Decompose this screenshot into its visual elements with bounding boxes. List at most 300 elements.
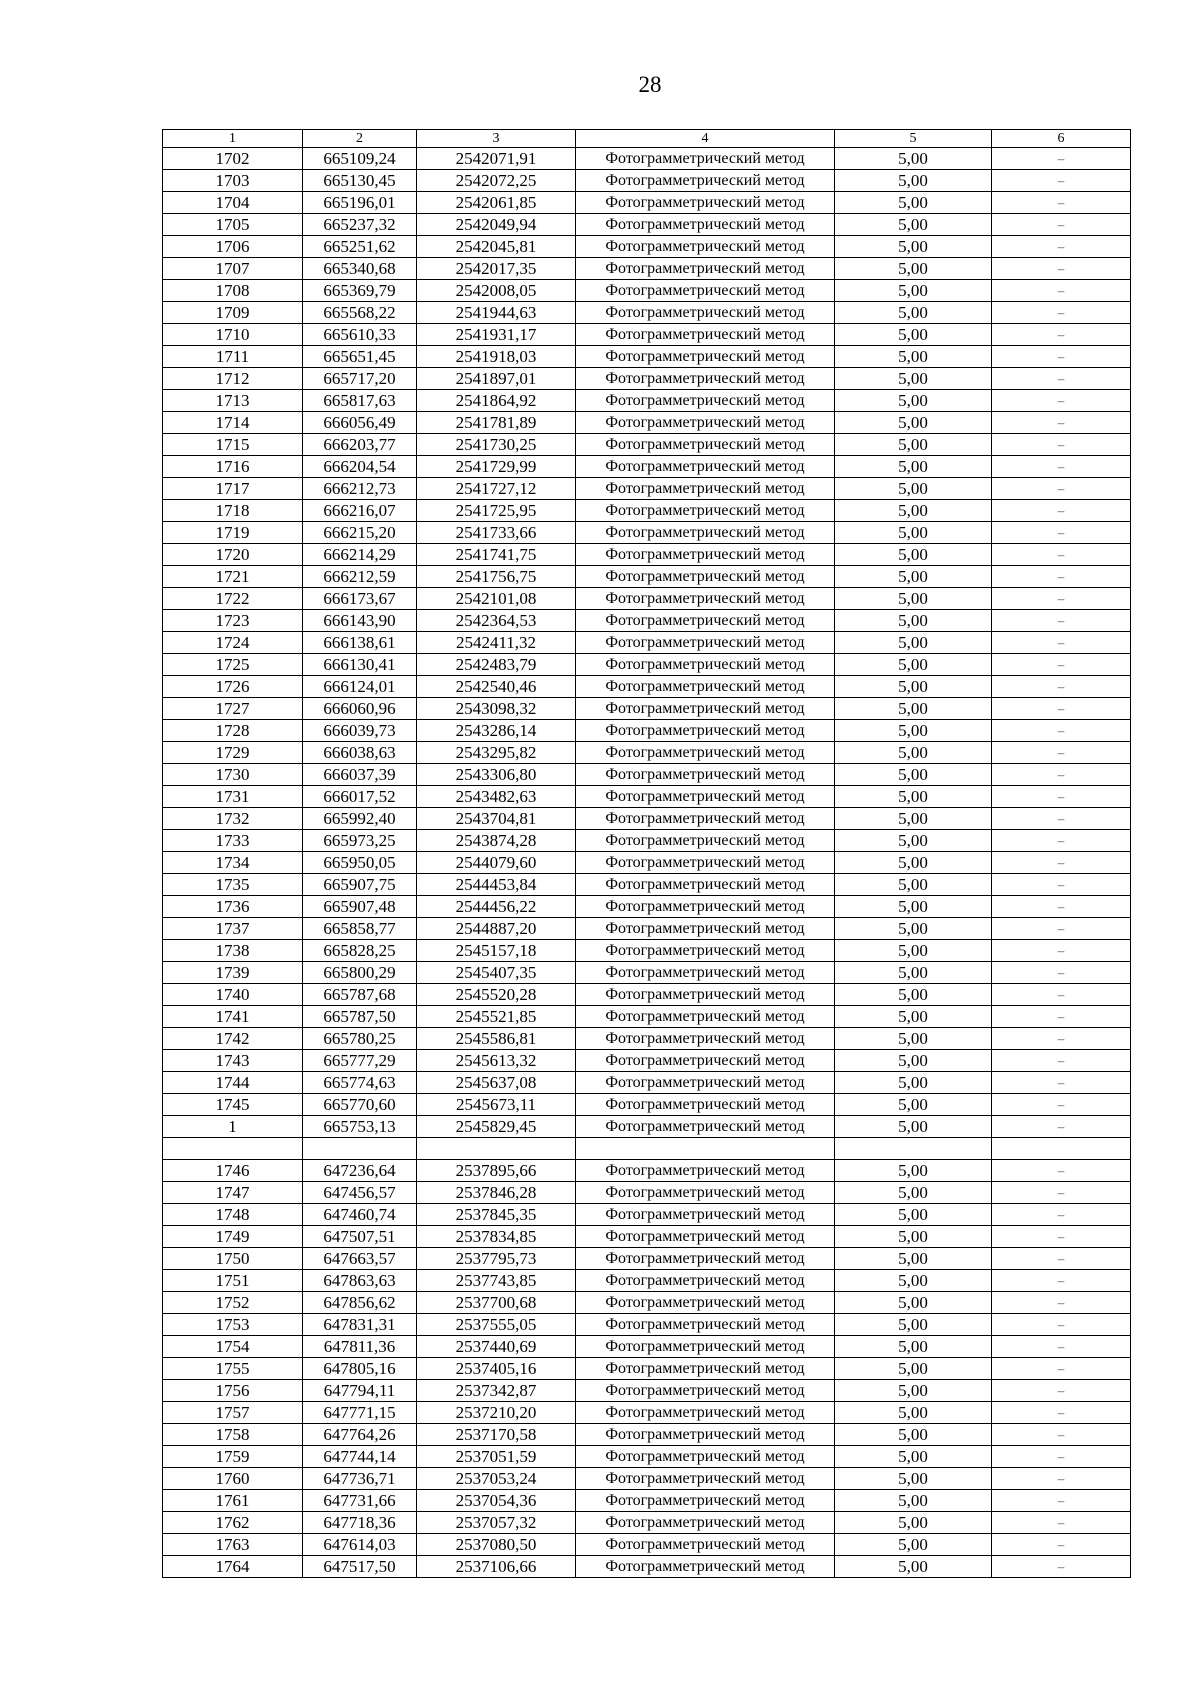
x-coordinate-cell: 647456,57 bbox=[303, 1182, 417, 1204]
point-number-cell: 1713 bbox=[163, 390, 303, 412]
point-number-cell: 1722 bbox=[163, 588, 303, 610]
accuracy-cell: 5,00 bbox=[835, 346, 992, 368]
point-number-cell: 1735 bbox=[163, 874, 303, 896]
table-row bbox=[163, 1094, 1131, 1116]
table-row bbox=[163, 522, 1131, 544]
x-coordinate-cell: 666203,77 bbox=[303, 434, 417, 456]
note-cell: – bbox=[992, 962, 1131, 984]
point-number-cell: 1756 bbox=[163, 1380, 303, 1402]
y-coordinate-cell: 2543286,14 bbox=[417, 720, 576, 742]
table-row bbox=[163, 500, 1131, 522]
x-coordinate-cell: 665369,79 bbox=[303, 280, 417, 302]
accuracy-cell: 5,00 bbox=[835, 962, 992, 984]
x-coordinate-cell: 666056,49 bbox=[303, 412, 417, 434]
x-coordinate-cell: 647856,62 bbox=[303, 1292, 417, 1314]
y-coordinate-cell: 2541727,12 bbox=[417, 478, 576, 500]
y-coordinate-cell: 2541897,01 bbox=[417, 368, 576, 390]
method-cell: Фотограмметрический метод bbox=[576, 1182, 835, 1204]
point-number-cell: 1712 bbox=[163, 368, 303, 390]
column-header: 6 bbox=[992, 130, 1131, 148]
accuracy-cell bbox=[835, 1138, 992, 1160]
y-coordinate-cell: 2537053,24 bbox=[417, 1468, 576, 1490]
note-cell: – bbox=[992, 522, 1131, 544]
x-coordinate-cell: 665787,50 bbox=[303, 1006, 417, 1028]
x-coordinate-cell: 666060,96 bbox=[303, 698, 417, 720]
point-number-cell: 1721 bbox=[163, 566, 303, 588]
method-cell: Фотограмметрический метод bbox=[576, 1556, 835, 1578]
point-number-cell: 1726 bbox=[163, 676, 303, 698]
method-cell: Фотограмметрический метод bbox=[576, 1160, 835, 1182]
x-coordinate-cell: 665753,13 bbox=[303, 1116, 417, 1138]
table-row bbox=[163, 1380, 1131, 1402]
point-number-cell: 1717 bbox=[163, 478, 303, 500]
accuracy-cell: 5,00 bbox=[835, 1094, 992, 1116]
note-cell: – bbox=[992, 764, 1131, 786]
table-row bbox=[163, 1336, 1131, 1358]
method-cell: Фотограмметрический метод bbox=[576, 1094, 835, 1116]
accuracy-cell: 5,00 bbox=[835, 654, 992, 676]
point-number-cell: 1762 bbox=[163, 1512, 303, 1534]
note-cell: – bbox=[992, 566, 1131, 588]
point-number-cell: 1746 bbox=[163, 1160, 303, 1182]
note-cell: – bbox=[992, 192, 1131, 214]
method-cell: Фотограмметрический метод bbox=[576, 456, 835, 478]
accuracy-cell: 5,00 bbox=[835, 434, 992, 456]
accuracy-cell: 5,00 bbox=[835, 1006, 992, 1028]
x-coordinate-cell: 647731,66 bbox=[303, 1490, 417, 1512]
point-number-cell: 1706 bbox=[163, 236, 303, 258]
x-coordinate-cell: 666143,90 bbox=[303, 610, 417, 632]
point-number-cell: 1715 bbox=[163, 434, 303, 456]
point-number-cell: 1734 bbox=[163, 852, 303, 874]
accuracy-cell: 5,00 bbox=[835, 1028, 992, 1050]
note-cell: – bbox=[992, 544, 1131, 566]
table-row bbox=[163, 852, 1131, 874]
point-number-cell: 1748 bbox=[163, 1204, 303, 1226]
x-coordinate-cell: 665992,40 bbox=[303, 808, 417, 830]
accuracy-cell: 5,00 bbox=[835, 258, 992, 280]
accuracy-cell: 5,00 bbox=[835, 830, 992, 852]
accuracy-cell: 5,00 bbox=[835, 1380, 992, 1402]
table-row bbox=[163, 632, 1131, 654]
coordinates-table bbox=[162, 129, 1131, 1578]
x-coordinate-cell: 666204,54 bbox=[303, 456, 417, 478]
x-coordinate-cell: 665610,33 bbox=[303, 324, 417, 346]
method-cell: Фотограмметрический метод bbox=[576, 1402, 835, 1424]
x-coordinate-cell: 666173,67 bbox=[303, 588, 417, 610]
point-number-cell: 1742 bbox=[163, 1028, 303, 1050]
accuracy-cell: 5,00 bbox=[835, 720, 992, 742]
point-number-cell: 1704 bbox=[163, 192, 303, 214]
table-row bbox=[163, 940, 1131, 962]
accuracy-cell: 5,00 bbox=[835, 1336, 992, 1358]
note-cell: – bbox=[992, 1556, 1131, 1578]
x-coordinate-cell: 647517,50 bbox=[303, 1556, 417, 1578]
y-coordinate-cell: 2537895,66 bbox=[417, 1160, 576, 1182]
accuracy-cell: 5,00 bbox=[835, 1402, 992, 1424]
note-cell: – bbox=[992, 412, 1131, 434]
accuracy-cell: 5,00 bbox=[835, 852, 992, 874]
table-row bbox=[163, 1534, 1131, 1556]
y-coordinate-cell: 2544453,84 bbox=[417, 874, 576, 896]
point-number-cell: 1764 bbox=[163, 1556, 303, 1578]
y-coordinate-cell: 2542061,85 bbox=[417, 192, 576, 214]
table-row bbox=[163, 192, 1131, 214]
table-header-row bbox=[163, 130, 1131, 148]
note-cell: – bbox=[992, 1402, 1131, 1424]
note-cell: – bbox=[992, 1006, 1131, 1028]
table-row bbox=[163, 808, 1131, 830]
point-number-cell: 1727 bbox=[163, 698, 303, 720]
point-number-cell: 1728 bbox=[163, 720, 303, 742]
method-cell: Фотограмметрический метод bbox=[576, 1050, 835, 1072]
point-number-cell: 1750 bbox=[163, 1248, 303, 1270]
method-cell: Фотограмметрический метод bbox=[576, 1292, 835, 1314]
point-number-cell: 1753 bbox=[163, 1314, 303, 1336]
note-cell: – bbox=[992, 368, 1131, 390]
x-coordinate-cell: 647460,74 bbox=[303, 1204, 417, 1226]
y-coordinate-cell: 2537795,73 bbox=[417, 1248, 576, 1270]
method-cell: Фотограмметрический метод bbox=[576, 302, 835, 324]
method-cell: Фотограмметрический метод bbox=[576, 1006, 835, 1028]
y-coordinate-cell: 2537440,69 bbox=[417, 1336, 576, 1358]
method-cell: Фотограмметрический метод bbox=[576, 984, 835, 1006]
point-number-cell: 1737 bbox=[163, 918, 303, 940]
note-cell: – bbox=[992, 676, 1131, 698]
point-number-cell: 1732 bbox=[163, 808, 303, 830]
accuracy-cell: 5,00 bbox=[835, 1556, 992, 1578]
accuracy-cell: 5,00 bbox=[835, 566, 992, 588]
accuracy-cell: 5,00 bbox=[835, 786, 992, 808]
x-coordinate-cell bbox=[303, 1138, 417, 1160]
note-cell: – bbox=[992, 478, 1131, 500]
x-coordinate-cell: 647744,14 bbox=[303, 1446, 417, 1468]
table-row bbox=[163, 456, 1131, 478]
note-cell: – bbox=[992, 1270, 1131, 1292]
note-cell bbox=[992, 1138, 1131, 1160]
y-coordinate-cell: 2541781,89 bbox=[417, 412, 576, 434]
y-coordinate-cell: 2542540,46 bbox=[417, 676, 576, 698]
y-coordinate-cell: 2541931,17 bbox=[417, 324, 576, 346]
method-cell: Фотограмметрический метод bbox=[576, 1116, 835, 1138]
table-row bbox=[163, 214, 1131, 236]
accuracy-cell: 5,00 bbox=[835, 698, 992, 720]
y-coordinate-cell: 2537057,32 bbox=[417, 1512, 576, 1534]
table-row bbox=[163, 1292, 1131, 1314]
column-header: 2 bbox=[303, 130, 417, 148]
y-coordinate-cell: 2541864,92 bbox=[417, 390, 576, 412]
table-row bbox=[163, 676, 1131, 698]
accuracy-cell: 5,00 bbox=[835, 236, 992, 258]
y-coordinate-cell: 2543098,32 bbox=[417, 698, 576, 720]
note-cell: – bbox=[992, 742, 1131, 764]
y-coordinate-cell: 2537210,20 bbox=[417, 1402, 576, 1424]
y-coordinate-cell: 2542364,53 bbox=[417, 610, 576, 632]
x-coordinate-cell: 647805,16 bbox=[303, 1358, 417, 1380]
y-coordinate-cell: 2543306,80 bbox=[417, 764, 576, 786]
x-coordinate-cell: 666212,73 bbox=[303, 478, 417, 500]
x-coordinate-cell: 666038,63 bbox=[303, 742, 417, 764]
note-cell: – bbox=[992, 1424, 1131, 1446]
method-cell: Фотограмметрический метод bbox=[576, 962, 835, 984]
table-row bbox=[163, 1072, 1131, 1094]
column-header: 4 bbox=[576, 130, 835, 148]
table-row bbox=[163, 1556, 1131, 1578]
table-row bbox=[163, 786, 1131, 808]
table-row bbox=[163, 720, 1131, 742]
accuracy-cell: 5,00 bbox=[835, 456, 992, 478]
accuracy-cell: 5,00 bbox=[835, 1116, 992, 1138]
method-cell: Фотограмметрический метод bbox=[576, 500, 835, 522]
point-number-cell: 1751 bbox=[163, 1270, 303, 1292]
table-row bbox=[163, 1468, 1131, 1490]
accuracy-cell: 5,00 bbox=[835, 676, 992, 698]
accuracy-cell: 5,00 bbox=[835, 1160, 992, 1182]
table-row bbox=[163, 1490, 1131, 1512]
x-coordinate-cell: 647794,11 bbox=[303, 1380, 417, 1402]
method-cell: Фотограмметрический метод bbox=[576, 214, 835, 236]
x-coordinate-cell: 665777,29 bbox=[303, 1050, 417, 1072]
note-cell: – bbox=[992, 940, 1131, 962]
point-number-cell: 1716 bbox=[163, 456, 303, 478]
y-coordinate-cell: 2545520,28 bbox=[417, 984, 576, 1006]
table-row bbox=[163, 742, 1131, 764]
method-cell: Фотограмметрический метод bbox=[576, 522, 835, 544]
point-number-cell: 1758 bbox=[163, 1424, 303, 1446]
note-cell: – bbox=[992, 1446, 1131, 1468]
table-row bbox=[163, 236, 1131, 258]
point-number-cell: 1724 bbox=[163, 632, 303, 654]
note-cell: – bbox=[992, 280, 1131, 302]
y-coordinate-cell: 2537080,50 bbox=[417, 1534, 576, 1556]
y-coordinate-cell: 2537555,05 bbox=[417, 1314, 576, 1336]
y-coordinate-cell: 2545407,35 bbox=[417, 962, 576, 984]
note-cell: – bbox=[992, 720, 1131, 742]
accuracy-cell: 5,00 bbox=[835, 1424, 992, 1446]
y-coordinate-cell: 2541730,25 bbox=[417, 434, 576, 456]
accuracy-cell: 5,00 bbox=[835, 522, 992, 544]
point-number-cell bbox=[163, 1138, 303, 1160]
y-coordinate-cell: 2537106,66 bbox=[417, 1556, 576, 1578]
x-coordinate-cell: 665717,20 bbox=[303, 368, 417, 390]
x-coordinate-cell: 665907,75 bbox=[303, 874, 417, 896]
method-cell: Фотограмметрический метод bbox=[576, 1512, 835, 1534]
column-header: 3 bbox=[417, 130, 576, 148]
table-row bbox=[163, 478, 1131, 500]
method-cell: Фотограмметрический метод bbox=[576, 1028, 835, 1050]
method-cell: Фотограмметрический метод bbox=[576, 698, 835, 720]
note-cell: – bbox=[992, 852, 1131, 874]
method-cell: Фотограмметрический метод bbox=[576, 808, 835, 830]
table-row bbox=[163, 280, 1131, 302]
y-coordinate-cell: 2545673,11 bbox=[417, 1094, 576, 1116]
note-cell: – bbox=[992, 390, 1131, 412]
note-cell: – bbox=[992, 236, 1131, 258]
accuracy-cell: 5,00 bbox=[835, 500, 992, 522]
method-cell: Фотограмметрический метод bbox=[576, 170, 835, 192]
method-cell: Фотограмметрический метод bbox=[576, 1446, 835, 1468]
y-coordinate-cell: 2542008,05 bbox=[417, 280, 576, 302]
note-cell: – bbox=[992, 588, 1131, 610]
method-cell: Фотограмметрический метод bbox=[576, 1226, 835, 1248]
accuracy-cell: 5,00 bbox=[835, 808, 992, 830]
y-coordinate-cell: 2542045,81 bbox=[417, 236, 576, 258]
accuracy-cell: 5,00 bbox=[835, 1270, 992, 1292]
table-row bbox=[163, 324, 1131, 346]
x-coordinate-cell: 666039,73 bbox=[303, 720, 417, 742]
x-coordinate-cell: 666216,07 bbox=[303, 500, 417, 522]
method-cell: Фотограмметрический метод bbox=[576, 874, 835, 896]
point-number-cell: 1718 bbox=[163, 500, 303, 522]
note-cell: – bbox=[992, 1072, 1131, 1094]
table-row bbox=[163, 1248, 1131, 1270]
y-coordinate-cell: 2542411,32 bbox=[417, 632, 576, 654]
y-coordinate-cell: 2543704,81 bbox=[417, 808, 576, 830]
x-coordinate-cell: 665251,62 bbox=[303, 236, 417, 258]
table-row bbox=[163, 544, 1131, 566]
point-number-cell: 1752 bbox=[163, 1292, 303, 1314]
x-coordinate-cell: 666212,59 bbox=[303, 566, 417, 588]
note-cell: – bbox=[992, 632, 1131, 654]
table-row bbox=[163, 368, 1131, 390]
point-number-cell: 1705 bbox=[163, 214, 303, 236]
accuracy-cell: 5,00 bbox=[835, 170, 992, 192]
table-row bbox=[163, 830, 1131, 852]
method-cell: Фотограмметрический метод bbox=[576, 1424, 835, 1446]
note-cell: – bbox=[992, 1358, 1131, 1380]
point-number-cell: 1703 bbox=[163, 170, 303, 192]
point-number-cell: 1749 bbox=[163, 1226, 303, 1248]
point-number-cell: 1745 bbox=[163, 1094, 303, 1116]
point-number-cell: 1760 bbox=[163, 1468, 303, 1490]
y-coordinate-cell: 2537846,28 bbox=[417, 1182, 576, 1204]
note-cell: – bbox=[992, 1534, 1131, 1556]
note-cell: – bbox=[992, 324, 1131, 346]
point-number-cell: 1747 bbox=[163, 1182, 303, 1204]
point-number-cell: 1741 bbox=[163, 1006, 303, 1028]
point-number-cell: 1731 bbox=[163, 786, 303, 808]
method-cell: Фотограмметрический метод bbox=[576, 566, 835, 588]
method-cell: Фотограмметрический метод bbox=[576, 1490, 835, 1512]
accuracy-cell: 5,00 bbox=[835, 742, 992, 764]
accuracy-cell: 5,00 bbox=[835, 1446, 992, 1468]
y-coordinate-cell: 2537342,87 bbox=[417, 1380, 576, 1402]
point-number-cell: 1711 bbox=[163, 346, 303, 368]
y-coordinate-cell: 2541729,99 bbox=[417, 456, 576, 478]
note-cell: – bbox=[992, 302, 1131, 324]
y-coordinate-cell: 2541725,95 bbox=[417, 500, 576, 522]
method-cell: Фотограмметрический метод bbox=[576, 742, 835, 764]
point-number-cell: 1740 bbox=[163, 984, 303, 1006]
note-cell: – bbox=[992, 434, 1131, 456]
y-coordinate-cell: 2545586,81 bbox=[417, 1028, 576, 1050]
accuracy-cell: 5,00 bbox=[835, 896, 992, 918]
point-number-cell: 1743 bbox=[163, 1050, 303, 1072]
x-coordinate-cell: 665828,25 bbox=[303, 940, 417, 962]
note-cell: – bbox=[992, 148, 1131, 170]
accuracy-cell: 5,00 bbox=[835, 1182, 992, 1204]
method-cell: Фотограмметрический метод bbox=[576, 346, 835, 368]
accuracy-cell: 5,00 bbox=[835, 1512, 992, 1534]
note-cell: – bbox=[992, 1050, 1131, 1072]
x-coordinate-cell: 665907,48 bbox=[303, 896, 417, 918]
x-coordinate-cell: 647863,63 bbox=[303, 1270, 417, 1292]
y-coordinate-cell: 2537170,58 bbox=[417, 1424, 576, 1446]
y-coordinate-cell: 2541733,66 bbox=[417, 522, 576, 544]
table-row bbox=[163, 588, 1131, 610]
y-coordinate-cell: 2544456,22 bbox=[417, 896, 576, 918]
note-cell: – bbox=[992, 918, 1131, 940]
table-body bbox=[163, 148, 1131, 1578]
x-coordinate-cell: 666130,41 bbox=[303, 654, 417, 676]
table-row bbox=[163, 1270, 1131, 1292]
table-row bbox=[163, 918, 1131, 940]
y-coordinate-cell: 2537700,68 bbox=[417, 1292, 576, 1314]
point-number-cell: 1720 bbox=[163, 544, 303, 566]
note-cell: – bbox=[992, 1182, 1131, 1204]
method-cell: Фотограмметрический метод bbox=[576, 1248, 835, 1270]
accuracy-cell: 5,00 bbox=[835, 478, 992, 500]
x-coordinate-cell: 665770,60 bbox=[303, 1094, 417, 1116]
accuracy-cell: 5,00 bbox=[835, 544, 992, 566]
accuracy-cell: 5,00 bbox=[835, 632, 992, 654]
y-coordinate-cell: 2541918,03 bbox=[417, 346, 576, 368]
y-coordinate-cell: 2537834,85 bbox=[417, 1226, 576, 1248]
x-coordinate-cell: 647764,26 bbox=[303, 1424, 417, 1446]
accuracy-cell: 5,00 bbox=[835, 412, 992, 434]
method-cell: Фотограмметрический метод bbox=[576, 390, 835, 412]
method-cell: Фотограмметрический метод bbox=[576, 764, 835, 786]
point-number-cell: 1702 bbox=[163, 148, 303, 170]
x-coordinate-cell: 647507,51 bbox=[303, 1226, 417, 1248]
method-cell: Фотограмметрический метод bbox=[576, 654, 835, 676]
table-row bbox=[163, 1138, 1131, 1160]
method-cell: Фотограмметрический метод bbox=[576, 1336, 835, 1358]
method-cell: Фотограмметрический метод bbox=[576, 632, 835, 654]
x-coordinate-cell: 665109,24 bbox=[303, 148, 417, 170]
note-cell: – bbox=[992, 786, 1131, 808]
table-row bbox=[163, 610, 1131, 632]
note-cell: – bbox=[992, 984, 1131, 1006]
method-cell: Фотограмметрический метод bbox=[576, 852, 835, 874]
accuracy-cell: 5,00 bbox=[835, 1314, 992, 1336]
method-cell: Фотограмметрический метод bbox=[576, 192, 835, 214]
method-cell: Фотограмметрический метод bbox=[576, 1072, 835, 1094]
x-coordinate-cell: 647663,57 bbox=[303, 1248, 417, 1270]
point-number-cell: 1707 bbox=[163, 258, 303, 280]
accuracy-cell: 5,00 bbox=[835, 1050, 992, 1072]
accuracy-cell: 5,00 bbox=[835, 214, 992, 236]
method-cell: Фотограмметрический метод bbox=[576, 720, 835, 742]
table-row bbox=[163, 412, 1131, 434]
y-coordinate-cell: 2537845,35 bbox=[417, 1204, 576, 1226]
method-cell: Фотограмметрический метод bbox=[576, 830, 835, 852]
accuracy-cell: 5,00 bbox=[835, 1072, 992, 1094]
x-coordinate-cell: 665800,29 bbox=[303, 962, 417, 984]
accuracy-cell: 5,00 bbox=[835, 1248, 992, 1270]
x-coordinate-cell: 665774,63 bbox=[303, 1072, 417, 1094]
x-coordinate-cell: 665130,45 bbox=[303, 170, 417, 192]
note-cell: – bbox=[992, 1116, 1131, 1138]
point-number-cell: 1714 bbox=[163, 412, 303, 434]
note-cell: – bbox=[992, 1248, 1131, 1270]
table-row bbox=[163, 302, 1131, 324]
table-row bbox=[163, 1402, 1131, 1424]
note-cell: – bbox=[992, 1314, 1131, 1336]
method-cell: Фотограмметрический метод bbox=[576, 1380, 835, 1402]
method-cell: Фотограмметрический метод bbox=[576, 148, 835, 170]
x-coordinate-cell: 647718,36 bbox=[303, 1512, 417, 1534]
